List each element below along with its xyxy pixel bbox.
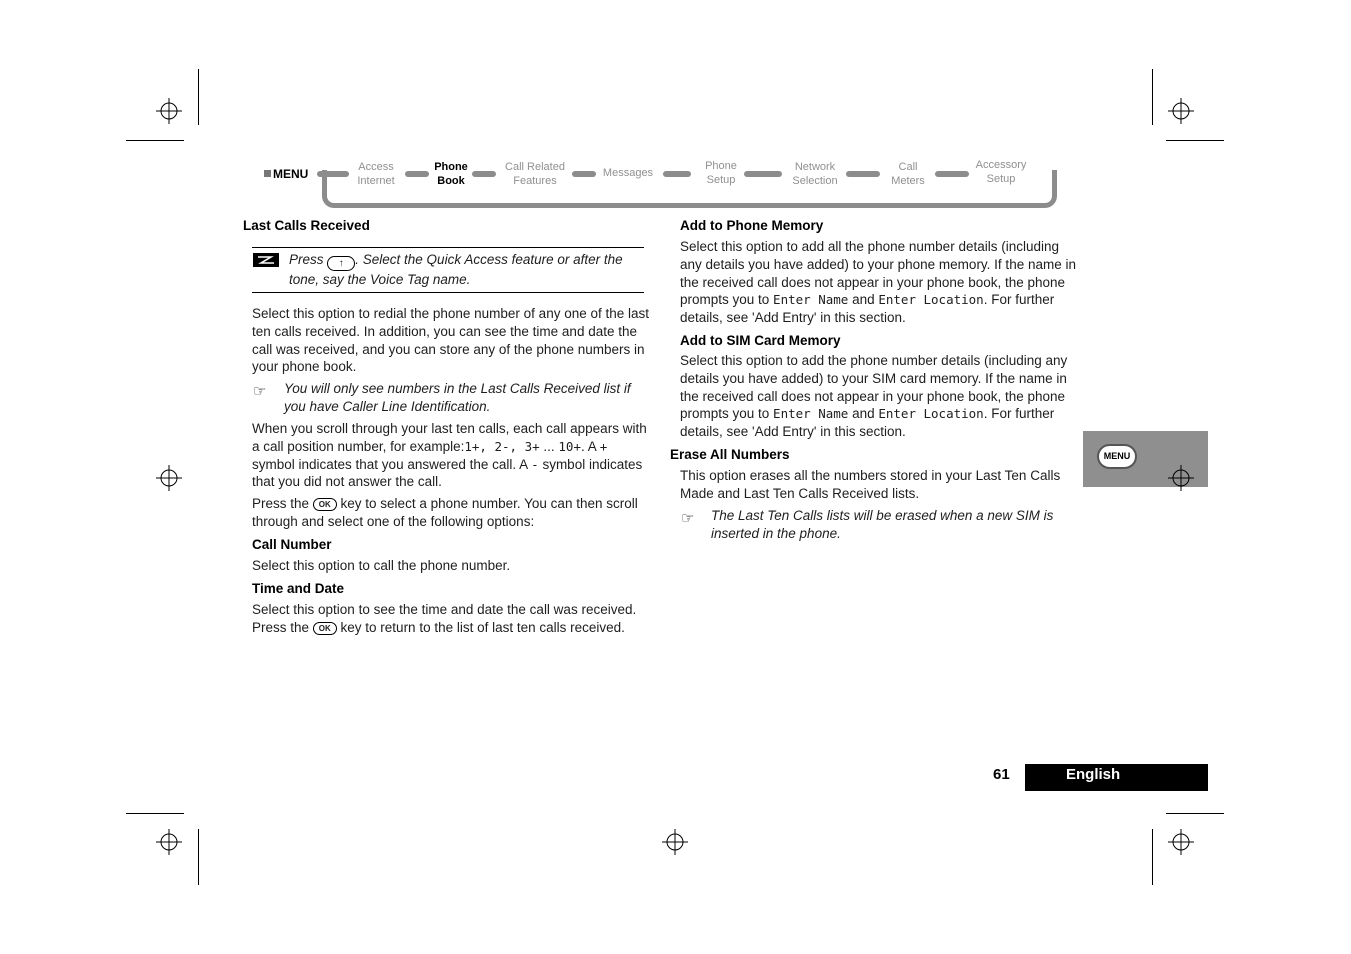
menu-button-icon: MENU xyxy=(1097,444,1137,469)
language-tab: English xyxy=(1025,764,1208,791)
note-text: The Last Ten Calls lists will be erased when a new SIM is inserted in the phone. xyxy=(711,508,1054,541)
section-heading: Last Calls Received xyxy=(243,218,370,233)
crop-mark xyxy=(1152,829,1153,885)
subheading-add-to-sim-card-memory: Add to SIM Card Memory xyxy=(680,333,841,348)
nav-item-call-related-features: Call Related Features xyxy=(505,161,565,187)
crop-mark xyxy=(198,829,199,885)
nav-menu-label: MENU xyxy=(264,167,308,181)
nav-item-access-internet: Access Internet xyxy=(357,161,395,187)
nav-item-call-meters: Call Meters xyxy=(891,161,925,187)
paragraph: Select this option to add the phone number details (including any details you have added) to your SIM card memory. If the name in the received call does not appear in your phone book, the phone prompts you to Enter Name and Enter Location. For further details, see 'Add Entry' in this section. xyxy=(680,353,1068,440)
subheading-erase-all-numbers: Erase All Numbers xyxy=(670,447,790,462)
crop-mark xyxy=(126,813,184,814)
page-number: 61 xyxy=(993,766,1010,783)
nav-item-messages: Messages xyxy=(602,167,654,179)
paragraph: Press the OK key to select a phone number. You can then scroll through and select one of the following options: xyxy=(252,496,638,529)
subheading-add-to-phone-memory: Add to Phone Memory xyxy=(680,218,824,233)
registration-mark-icon xyxy=(1168,829,1194,855)
nav-connector xyxy=(663,171,691,177)
paragraph: When you scroll through your last ten calls, each call appears with a call position number, for example:1+, 2-, 3+ ... 10+. A + symbol indicates that you answered the call. A - symbol indicates that you did not answer the call. xyxy=(252,421,647,490)
note-hand-icon: ☞ xyxy=(253,383,267,400)
nav-connector xyxy=(405,171,429,177)
note-hand-icon: ☞ xyxy=(681,510,695,527)
nav-item-phone-setup: Phone Setup xyxy=(705,160,737,186)
shortcut-text: Press ↑ . Select the Quick Access feature or after the tone, say the Voice Tag name. xyxy=(289,252,623,287)
paragraph: Select this option to redial the phone number of any one of the last ten calls received. In addition, you can see the time and date the call was received, and you can store any of the phone numbers in your phone book. xyxy=(252,306,650,375)
nav-connector xyxy=(744,171,782,177)
paragraph: This option erases all the numbers stored in your Last Ten Calls Made and Last Ten Calls Received lists. xyxy=(680,468,1061,501)
nav-item-network-selection: Network Selection xyxy=(792,161,838,187)
crop-mark xyxy=(1152,69,1153,125)
nav-connector xyxy=(317,171,349,177)
subheading-time-and-date: Time and Date xyxy=(252,581,345,596)
crop-mark xyxy=(198,69,199,125)
nav-item-phone-book: Phone Book xyxy=(434,161,468,187)
nav-connector xyxy=(846,171,880,177)
paragraph: Select this option to call the phone number. xyxy=(252,558,511,573)
crop-mark xyxy=(126,140,184,141)
paragraph: Select this option to see the time and date the call was received. Press the OK key to return to the list of last ten calls received. xyxy=(252,602,637,635)
divider xyxy=(252,247,644,248)
nav-item-accessory-setup: Accessory Setup xyxy=(975,159,1027,185)
up-key-icon: ↑ xyxy=(327,256,355,271)
subheading-call-number: Call Number xyxy=(252,537,332,552)
registration-mark-icon xyxy=(156,465,182,491)
nav-connector xyxy=(935,171,969,177)
note-text: You will only see numbers in the Last Calls Received list if you have Caller Line Identification. xyxy=(284,381,631,414)
registration-mark-icon xyxy=(156,98,182,124)
crop-mark xyxy=(1166,813,1224,814)
ok-key-icon: OK xyxy=(313,622,337,635)
ok-key-icon: OK xyxy=(313,498,337,511)
registration-mark-icon xyxy=(662,829,688,855)
nav-connector xyxy=(572,171,596,177)
paragraph: Select this option to add all the phone number details (including any details you have added) to your phone memory. If the name in the received call does not appear in your phone book, the phone prompts you to Enter Name and Enter Location. For further details, see 'Add Entry' in this section. xyxy=(680,239,1076,326)
registration-mark-icon xyxy=(1168,465,1194,491)
registration-mark-icon xyxy=(156,829,182,855)
divider xyxy=(252,292,644,293)
crop-mark xyxy=(1166,140,1224,141)
registration-mark-icon xyxy=(1168,98,1194,124)
shortcut-icon xyxy=(253,253,279,272)
nav-connector xyxy=(472,171,496,177)
